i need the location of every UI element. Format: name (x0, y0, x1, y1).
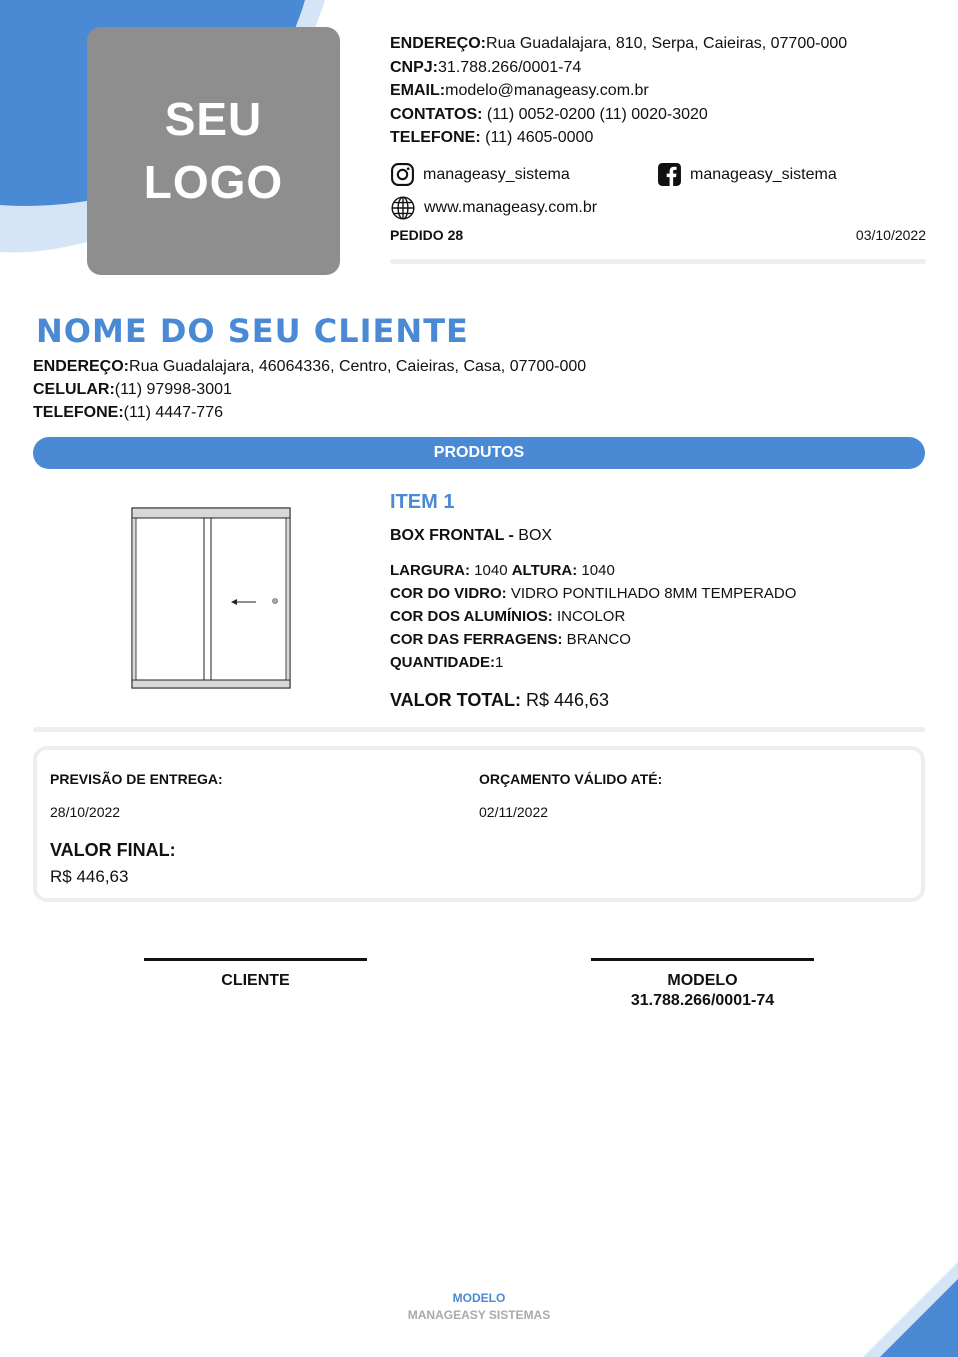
valid-until-date: 02/11/2022 (479, 804, 549, 820)
valid-until-label: ORÇAMENTO VÁLIDO ATÉ: (479, 771, 663, 787)
products-header-label: PRODUTOS (433, 444, 525, 461)
products-header (33, 437, 925, 469)
order-number: PEDIDO 28 (390, 227, 464, 243)
company-signature-cnpj: 31.788.266/0001-74 (630, 992, 775, 1009)
website-link[interactable] (390, 195, 597, 221)
facebook-link[interactable] (657, 162, 837, 187)
shower-box-drawing (130, 506, 292, 690)
item-total: VALOR TOTAL: R$ 446,63 (390, 690, 610, 710)
delivery-date: 28/10/2022 (50, 804, 121, 820)
item-specs (390, 561, 796, 676)
client-mobile: CELULAR:(11) 97998-3001 (33, 381, 232, 398)
company-phone: TELEFONE: (11) 4605-0000 (390, 129, 594, 146)
globe-icon (390, 195, 416, 221)
logo-line-1: SEU (164, 93, 263, 145)
instagram-handle: manageasy_sistema (423, 165, 570, 183)
company-address: ENDEREÇO:Rua Guadalajara, 810, Serpa, Caieiras, 07700-000 (390, 35, 848, 52)
items-divider (33, 727, 925, 732)
item-aluminum: COR DOS ALUMÍNIOS: INCOLOR (390, 608, 626, 625)
facebook-icon (657, 162, 682, 187)
company-signature-line (591, 958, 814, 961)
website-url: www.manageasy.com.br (424, 199, 598, 216)
instagram-link[interactable] (390, 162, 570, 187)
bottom-right-decoration (858, 1257, 958, 1357)
delivery-label: PREVISÃO DE ENTREGA: (50, 771, 223, 787)
facebook-handle: manageasy_sistema (690, 165, 837, 183)
company-signature-label (591, 971, 814, 1011)
item-glass: COR DO VIDRO: VIDRO PONTILHADO 8MM TEMPERADO (390, 585, 797, 602)
company-contacts: CONTATOS: (11) 0052-0200 (11) 0020-3020 (390, 105, 708, 123)
item-name: BOX FRONTAL - BOX (390, 527, 553, 544)
final-value: R$ 446,63 (50, 867, 129, 886)
client-phone: TELEFONE:(11) 4447-776 (33, 404, 223, 421)
client-name: NOME DO SEU CLIENTE (36, 312, 469, 350)
company-info (390, 34, 926, 152)
client-info (33, 357, 586, 426)
item-title: ITEM 1 (390, 491, 455, 513)
header-divider (390, 259, 926, 264)
instagram-icon (390, 162, 415, 187)
footer-title: MODELO (452, 1291, 506, 1305)
logo-line-2: LOGO (143, 156, 284, 208)
company-cnpj: CNPJ:31.788.266/0001-74 (390, 58, 582, 76)
item-dimensions: LARGURA: 1040 ALTURA: 1040 (390, 562, 615, 579)
company-email: EMAIL:modelo@manageasy.com.br (390, 82, 649, 99)
order-date: 03/10/2022 (855, 227, 926, 243)
item-quantity: QUANTIDADE:1 (390, 654, 504, 671)
item-hardware: COR DAS FERRAGENS: BRANCO (390, 631, 631, 648)
client-signature-label: CLIENTE (221, 972, 290, 989)
summary-box (33, 746, 925, 902)
client-signature-line (144, 958, 367, 961)
final-value-label: VALOR FINAL: (50, 840, 176, 860)
footer-subtitle: MANAGEASY SISTEMAS (407, 1308, 551, 1322)
company-logo (87, 27, 340, 275)
client-address: ENDEREÇO:Rua Guadalajara, 46064336, Centro, Caieiras, Casa, 07700-000 (33, 358, 587, 375)
company-signature-name: MODELO (667, 972, 738, 989)
